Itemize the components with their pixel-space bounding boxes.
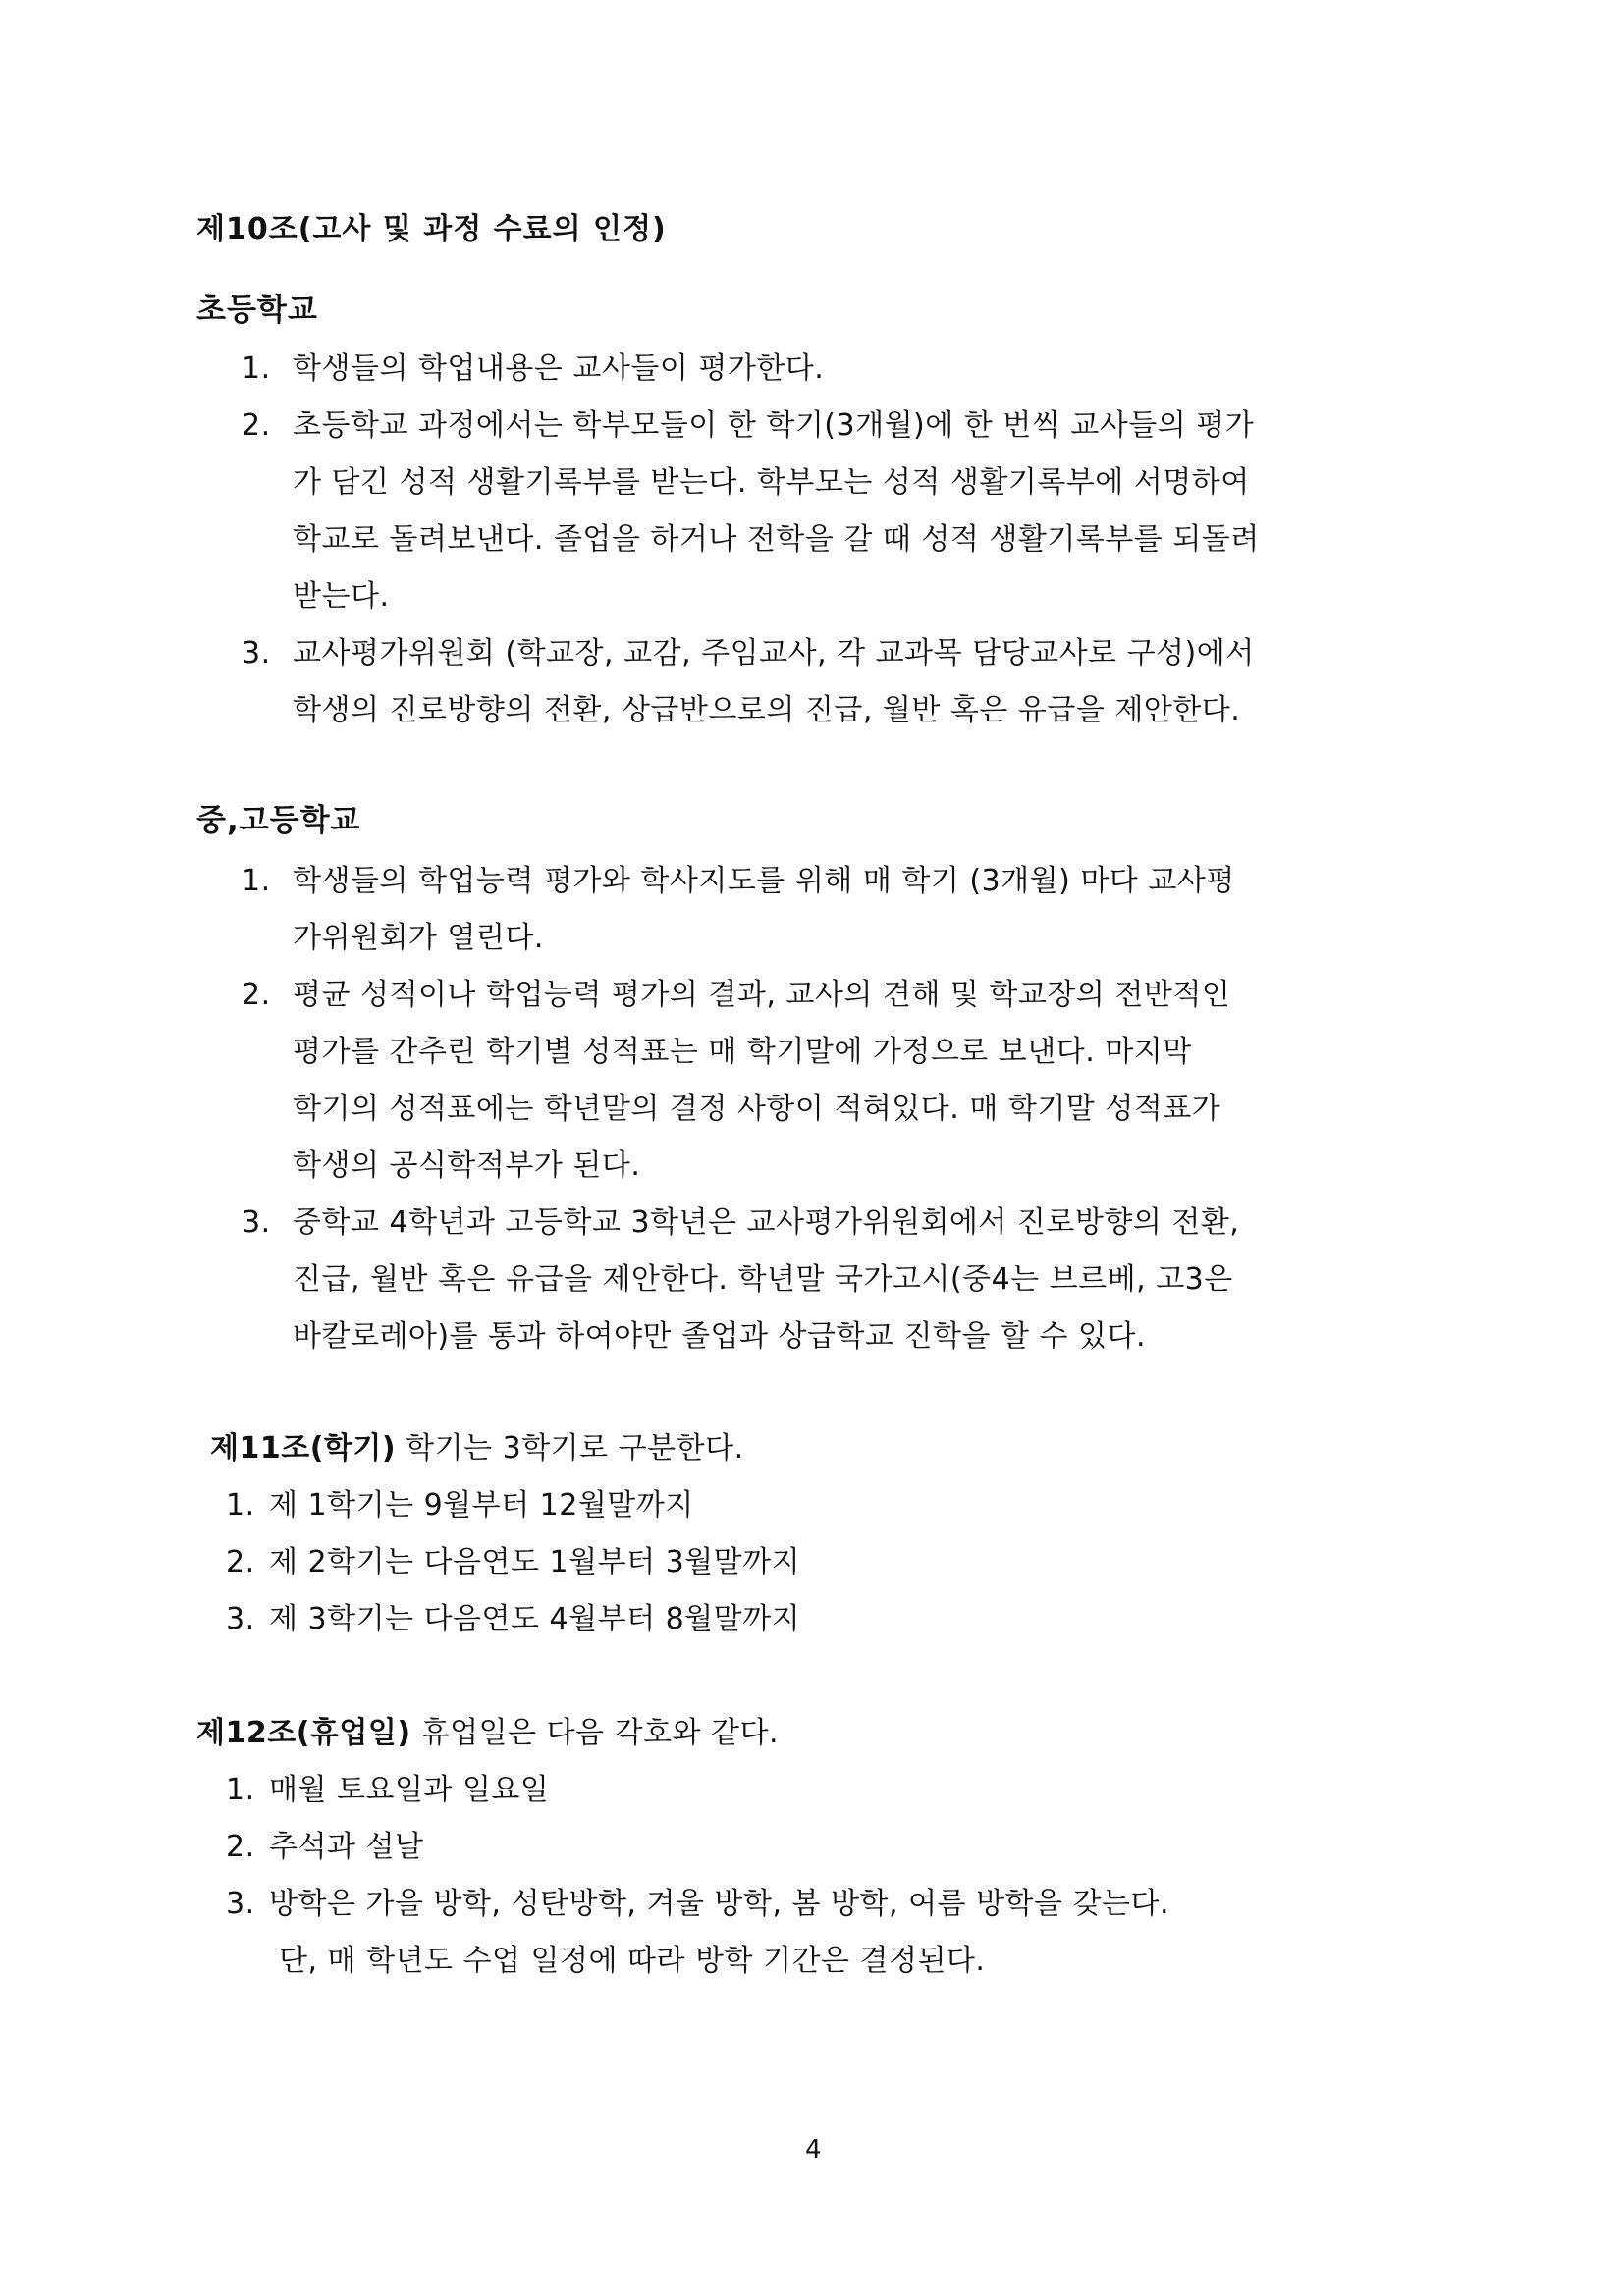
article-12-note: 단, 매 학년도 수업 일정에 따라 방학 기간은 결정된다. (279, 1944, 986, 1978)
article-12-header (196, 1708, 779, 1751)
list-text-continuation: 학생의 진로방향의 전환, 상급반으로의 진급, 월반 혹은 유급을 제안한다. (293, 693, 1241, 727)
article-12-title: 제12조(휴업일) (196, 1716, 411, 1750)
list-item (226, 1594, 800, 1637)
article-11-header (210, 1423, 744, 1467)
list-number: 1. (242, 864, 271, 898)
list-text-continuation: 바칼로레아)를 통과 하여야만 졸업과 상급학교 진학을 할 수 있다. (293, 1319, 1147, 1354)
secondary-heading: 중,고등학교 (196, 803, 361, 838)
list-text-continuation: 학생의 공식학적부가 된다. (293, 1148, 641, 1183)
list-text-continuation: 평가를 간추린 학기별 성적표는 매 학기말에 가정으로 보낸다. 마지막 (293, 1035, 1192, 1069)
list-item (242, 400, 1254, 444)
list-text-continuation: 가위원회가 열린다. (293, 921, 544, 955)
list-text-continuation: 학교로 돌려보낸다. 졸업을 하거나 전학을 갈 때 성적 생활기록부를 되돌려 (293, 522, 1260, 557)
list-item (242, 628, 1255, 671)
list-item (242, 856, 1235, 899)
list-text: 방학은 가을 방학, 성탄방학, 겨울 방학, 봄 방학, 여름 방학을 갖는다. (269, 1887, 1170, 1921)
list-item (226, 1537, 800, 1580)
list-number: 1. (226, 1488, 255, 1522)
list-text: 매월 토요일과 일요일 (269, 1773, 550, 1807)
list-number: 2. (242, 408, 271, 443)
list-number: 3. (226, 1602, 255, 1636)
list-item (242, 970, 1230, 1013)
list-text: 중학교 4학년과 고등학교 3학년은 교사평가위원회에서 진로방향의 전환, (293, 1205, 1240, 1240)
list-item (242, 1198, 1239, 1241)
list-text: 제 2학기는 다음연도 1월부터 3월말까지 (269, 1545, 801, 1579)
list-number: 3. (242, 636, 271, 670)
list-text: 학생들의 학업능력 평가와 학사지도를 위해 매 학기 (3개월) 마다 교사평 (293, 864, 1235, 898)
list-item (226, 1879, 1169, 1922)
elementary-heading: 초등학교 (196, 293, 318, 328)
list-text-continuation: 가 담긴 성적 생활기록부를 받는다. 학부모는 성적 생활기록부에 서명하여 (293, 465, 1250, 500)
list-item (242, 344, 824, 387)
list-number: 2. (226, 1830, 255, 1864)
list-number: 1. (226, 1773, 255, 1807)
article-11-title: 제11조(학기) (210, 1431, 397, 1466)
list-number: 3. (226, 1887, 255, 1921)
list-number: 1. (242, 351, 271, 386)
list-text: 추석과 설날 (269, 1830, 424, 1864)
list-text: 제 3학기는 다음연도 4월부터 8월말까지 (269, 1602, 801, 1636)
list-text: 교사평가위원회 (학교장, 교감, 주임교사, 각 교과목 담당교사로 구성)에서 (293, 636, 1255, 670)
list-item (226, 1822, 423, 1865)
page-number: 4 (805, 2135, 822, 2164)
list-text: 초등학교 과정에서는 학부모들이 한 학기(3개월)에 한 번씩 교사들의 평가 (293, 408, 1255, 443)
list-item (226, 1765, 549, 1808)
list-item (226, 1480, 694, 1523)
list-text-continuation: 진급, 월반 혹은 유급을 제안한다. 학년말 국가고시(중4는 브르베, 고3은 (293, 1262, 1233, 1297)
list-text-continuation: 받는다. (293, 579, 390, 614)
article-11-intro: 학기는 3학기로 구분한다. (406, 1431, 744, 1466)
list-number: 3. (242, 1205, 271, 1240)
article-10-title: 제10조(고사 및 과정 수료의 인정) (196, 212, 667, 246)
article-12-intro: 휴업일은 다음 각호와 같다. (420, 1716, 780, 1750)
list-text-continuation: 학기의 성적표에는 학년말의 결정 사항이 적혀있다. 매 학기말 성적표가 (293, 1092, 1221, 1126)
list-text: 학생들의 학업내용은 교사들이 평가한다. (293, 351, 825, 386)
list-text: 평균 성적이나 학업능력 평가의 결과, 교사의 견해 및 학교장의 전반적인 (293, 978, 1231, 1012)
list-number: 2. (242, 978, 271, 1012)
list-text: 제 1학기는 9월부터 12월말까지 (269, 1488, 694, 1522)
list-number: 2. (226, 1545, 255, 1579)
